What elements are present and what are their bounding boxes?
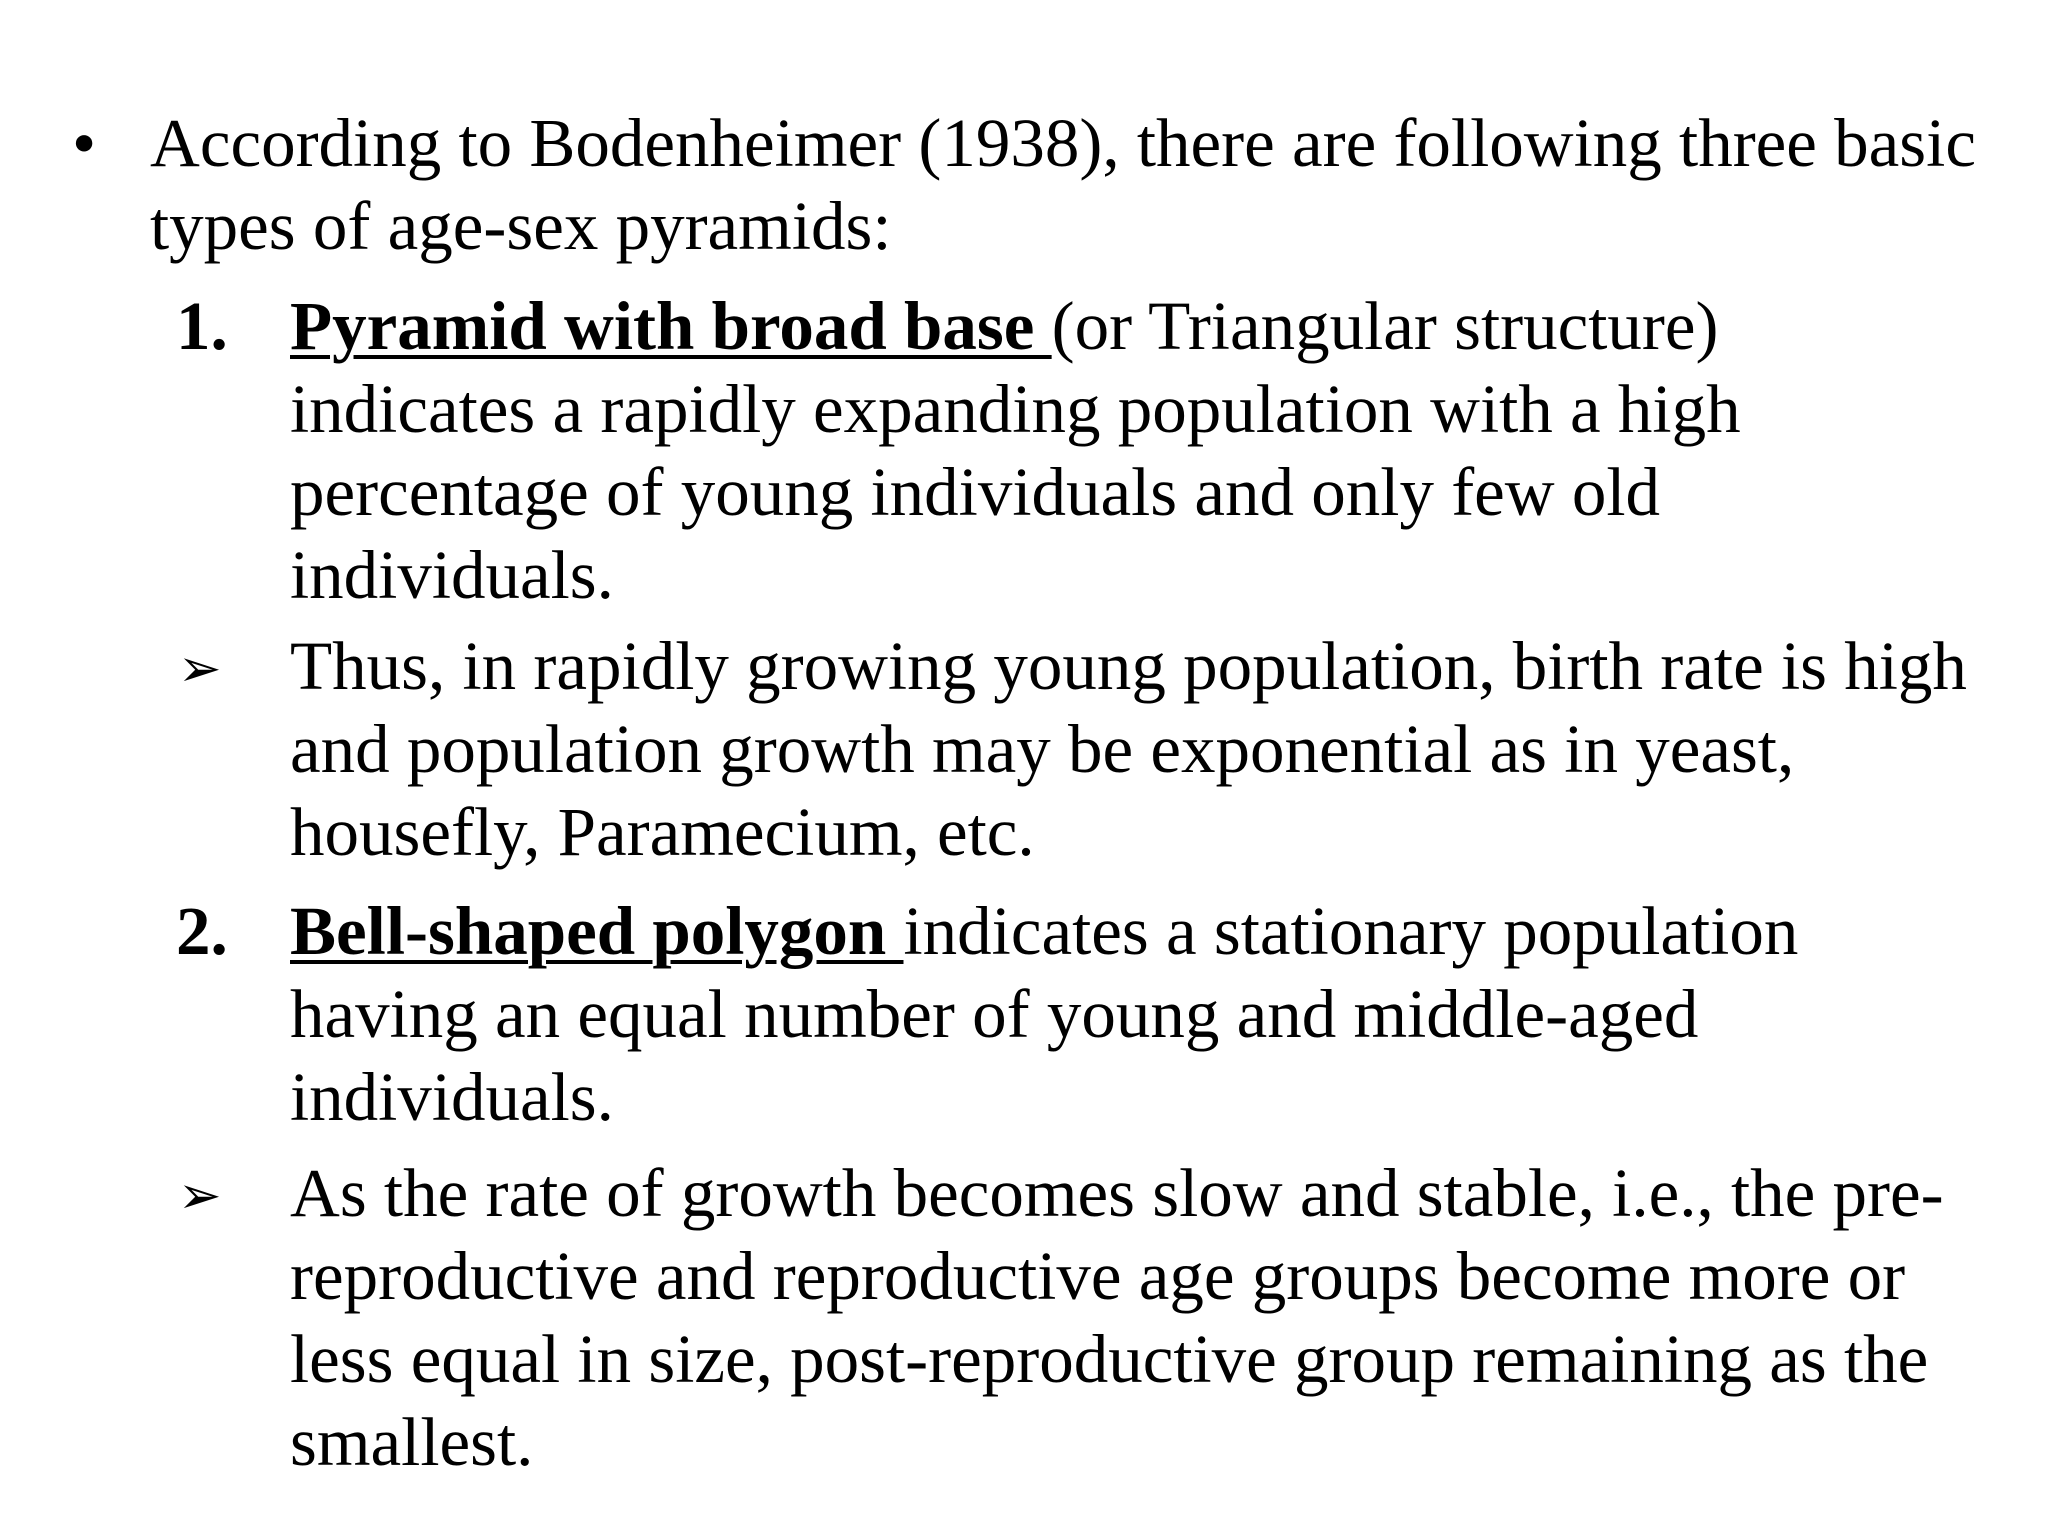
arrow-bullet-icon: ➢ [178, 1168, 222, 1225]
list-number-1: 1. [176, 288, 228, 364]
item-1-heading: Pyramid with broad base [290, 288, 1052, 364]
item-2-heading: Bell-shaped polygon [290, 893, 904, 969]
item-1-paragraph [290, 285, 1850, 617]
item-2-note-paragraph [290, 1152, 1960, 1484]
item-2-paragraph [290, 890, 1850, 1139]
intro-text: According to Bodenheimer (1938), there are following three basic types of age-sex pyramids: [150, 105, 1976, 264]
item-2-note-text: As the rate of growth becomes slow and stable, i.e., the pre-reproductive and reproductive age groups become more or less equal in size, post-reproductive group remaining as the smallest. [290, 1155, 1944, 1480]
intro-paragraph [150, 102, 2030, 268]
item-2-text: indicates a stationary population having an equal number of young and middle-aged individuals. [290, 893, 1799, 1135]
list-number-2: 2. [176, 893, 228, 969]
item-1-note-text: Thus, in rapidly growing young population, birth rate is high and population growth may be exponential as in yeast, housefly, Paramecium, etc. [290, 628, 1967, 870]
item-1-text: (or Triangular structure) indicates a rapidly expanding population with a high percentage of young individuals and only few old individuals. [290, 288, 1741, 613]
arrow-bullet-icon: ➢ [178, 641, 222, 698]
bullet-marker: • [72, 105, 97, 181]
item-1-note-paragraph [290, 625, 2010, 874]
